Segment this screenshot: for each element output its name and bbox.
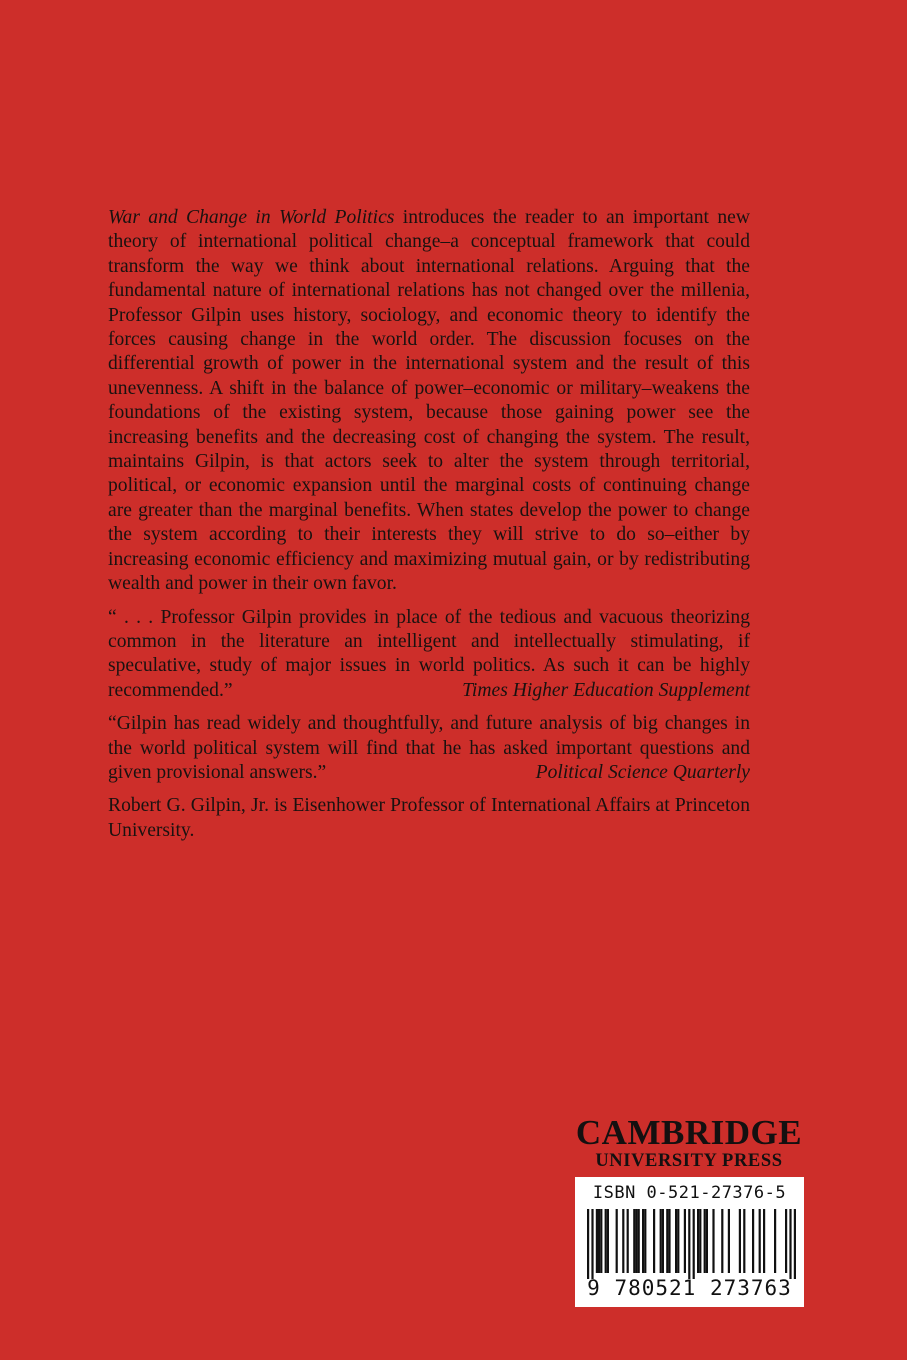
barcode-bar [644, 1209, 646, 1273]
barcode-bar [616, 1209, 618, 1273]
barcode-bar [675, 1209, 677, 1273]
barcode-bar [653, 1209, 655, 1273]
barcode-guard-bar [591, 1209, 593, 1279]
barcode-bar [638, 1209, 640, 1273]
barcode-bar [607, 1209, 609, 1273]
quote-text: “Gilpin has read widely and thoughtfully, and future analysis of big changes in the world political system will find that he has asked important questions and given provisional answers.” [108, 713, 750, 783]
barcode-guard-bar [693, 1209, 695, 1279]
barcode-image [577, 1209, 802, 1279]
barcode-bar [728, 1209, 730, 1273]
barcode-bar [600, 1209, 602, 1273]
barcode-bar [759, 1209, 761, 1273]
barcode-bar [660, 1209, 662, 1273]
isbn-number: ISBN 0-521-27376-5 [592, 1183, 787, 1203]
barcode-bar [763, 1209, 765, 1273]
barcode-bar [785, 1209, 787, 1273]
barcode-bar [712, 1209, 714, 1273]
barcode-bar [677, 1209, 679, 1273]
quote-source: Political Science Quarterly [535, 761, 750, 783]
barcode-bar [704, 1209, 706, 1273]
barcode-bar [635, 1209, 637, 1273]
barcode-bar [706, 1209, 708, 1273]
barcode-guard-bar [587, 1209, 589, 1279]
barcode-bar [752, 1209, 754, 1273]
description-body: introduces the reader to an important new theory of international political change–a conceptual framework that could transform the way we think about international relations. Arguing that the fundamental nature of international relations has not changed over the millenia, Professor Gilpin uses history, sociology, and economic theory to identify the forces causing change in the world order. The discussion focuses on the differential growth of power in the international system and the result of this unevenness. A shift in the balance of power–economic or military–weakens the foundations of the existing system, because those gaining power see the increasing benefits and the decreasing cost of changing the system. The result, maintains Gilpin, is that actors seek to alter the system through territorial, political, or economic expansion until the marginal costs of continuing change are greater than the marginal benefits. When states develop the power to change the system according to their interests they will strive to do so–either by increasing economic efficiency and maximizing mutual gain, or by redistributing wealth and power in their own favor. [108, 207, 751, 595]
publisher-subtitle: UNIVERSITY PRESS [595, 1151, 783, 1171]
barcode-guard-bar [688, 1209, 690, 1279]
book-title: War and Change in World Politics [108, 207, 395, 228]
book-description [108, 206, 750, 597]
barcode-bar [684, 1209, 686, 1273]
barcode-bar [662, 1209, 664, 1273]
barcode-bar [697, 1209, 699, 1273]
barcode-bar [666, 1209, 668, 1273]
barcode-guard-bar [794, 1209, 796, 1279]
barcode-bar [699, 1209, 701, 1273]
barcode-bar [622, 1209, 624, 1273]
barcode-bar [743, 1209, 745, 1273]
barcode-label [575, 1177, 804, 1307]
quote-source: Times Higher Education Supplement [462, 679, 750, 701]
review-quote-1 [108, 606, 750, 704]
barcode-bar [596, 1209, 598, 1273]
publisher-name: CAMBRIDGE [575, 1113, 803, 1152]
barcode-bar [627, 1209, 629, 1273]
author-bio: Robert G. Gilpin, Jr. is Eisenhower Professor of International Affairs at Princeton University. [108, 795, 750, 841]
review-quote-2 [108, 712, 750, 785]
barcode-bar [668, 1209, 670, 1273]
barcode-bar [598, 1209, 600, 1273]
barcode-bar [642, 1209, 644, 1273]
barcode-guard-bar [789, 1209, 791, 1279]
barcode-bar [721, 1209, 723, 1273]
barcode-bar [633, 1209, 635, 1273]
ean-digits: 9 780521 273763 [587, 1276, 792, 1300]
barcode-bar [739, 1209, 741, 1273]
quote-text: “ . . . Professor Gilpin provides in place of the tedious and vacuous theorizing common in the literature an intelligent and intellectually stimulating, if speculative, study of major issues in world politics. As such it can be highly recommended.” [108, 606, 750, 701]
barcode-bar [774, 1209, 776, 1273]
back-cover-text [108, 206, 750, 843]
publisher-logo [573, 1113, 805, 1172]
barcode-bar [605, 1209, 607, 1273]
